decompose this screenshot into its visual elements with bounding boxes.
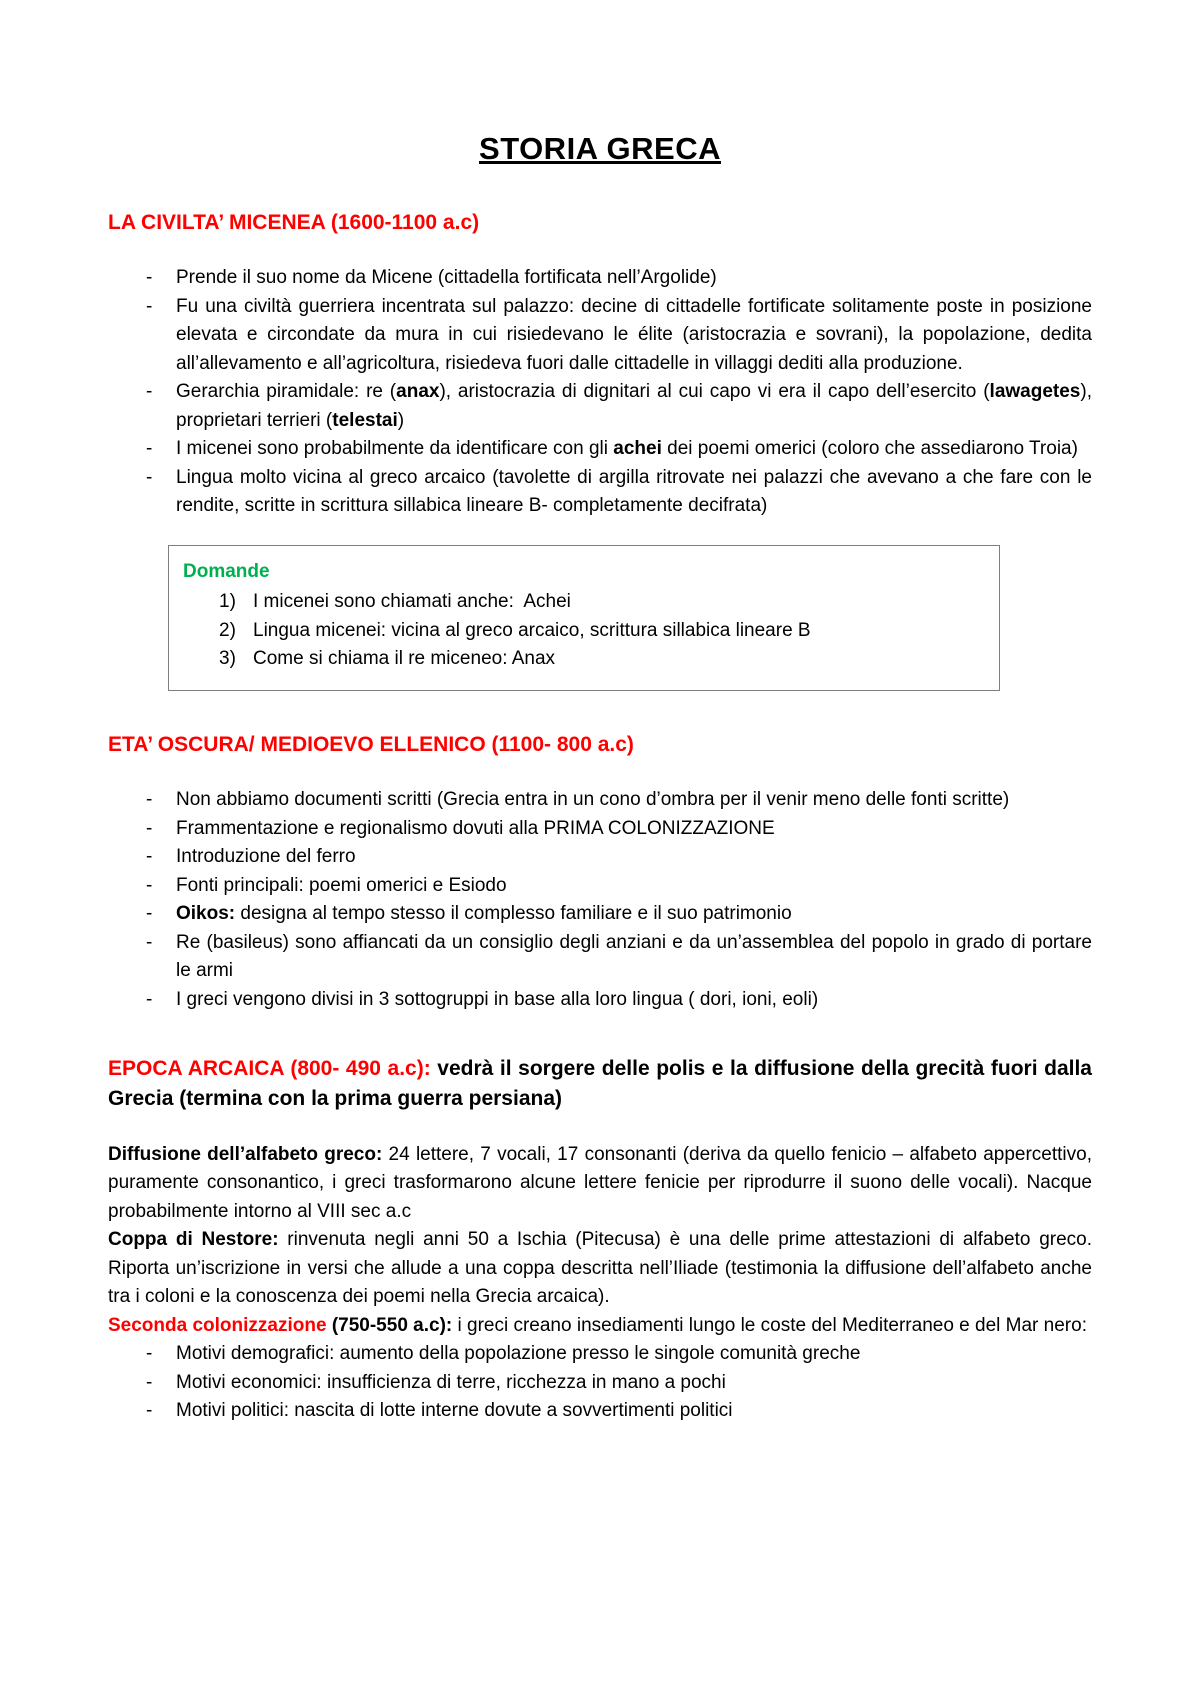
question-item: [183, 588, 979, 617]
question-number: 1): [219, 591, 236, 612]
micenea-bullet-list: [108, 264, 1092, 521]
bullet-dash: -: [146, 1400, 153, 1422]
bullet-text: Lingua molto vicina al greco arcaico (tavolette di argilla ritrovate nei palazzi che avevano a che fare con le rendite, scritte in scrittura sillabica lineare B- completamente decifrata): [176, 466, 1092, 516]
question-item: [183, 617, 979, 646]
domande-box: [168, 545, 1000, 691]
text-fragment: dei poemi omerici (coloro che assediarono Troia): [661, 438, 1078, 459]
bold-term: anax: [396, 381, 440, 402]
bold-lead: Coppa di Nestore:: [108, 1229, 279, 1251]
heading-black-text: vedrà il sorgere delle polis e la diffusione della grecità fuori dalla Grecia (termina con la prima guerra persiana): [108, 1057, 1092, 1111]
red-bold-lead: Seconda colonizzazione: [108, 1314, 327, 1336]
list-item: [108, 435, 1092, 464]
bullet-text: [176, 378, 1092, 435]
bullet-text: Re (basileus) sono affiancati da un consiglio degli anziani e da un’assemblea del popolo in grado di portare le armi: [176, 931, 1092, 981]
bullet-text: Non abbiamo documenti scritti (Grecia entra in un cono d’ombra per il venir meno delle fonti scritte): [176, 789, 1010, 810]
paragraph-seconda-colonizzazione: [108, 1312, 1092, 1341]
section-heading-micenea: LA CIVILTA’ MICENEA (1600-1100 a.c): [108, 210, 480, 234]
arcaica-paragraphs: [108, 1141, 1092, 1341]
list-item: [108, 293, 1092, 379]
text-fragment: ), proprietari terrieri (: [176, 381, 1092, 431]
bullet-dash: -: [146, 295, 153, 317]
question-number: 3): [219, 648, 236, 669]
question-text: Come si chiama il re miceneo: Anax: [253, 648, 556, 669]
bullet-dash: -: [146, 1343, 153, 1365]
question-item: [183, 645, 979, 674]
bullet-dash: -: [146, 874, 153, 896]
list-item: [108, 786, 1092, 815]
list-item: [108, 1397, 1092, 1426]
document-title: STORIA GRECA: [479, 131, 721, 166]
question-text: I micenei sono chiamati anche: Achei: [253, 591, 571, 612]
bullet-dash: -: [146, 267, 153, 288]
bullet-dash: -: [146, 1371, 153, 1393]
text-fragment: designa al tempo stesso il complesso familiare e il suo patrimonio: [235, 903, 792, 924]
domande-heading: Domande: [183, 560, 270, 582]
bullet-text: Fonti principali: poemi omerici e Esiodo: [176, 874, 507, 896]
list-item: [108, 1340, 1092, 1369]
bullet-text: Introduzione del ferro: [176, 846, 356, 867]
bullet-text: Motivi demografici: aumento della popolazione presso le singole comunità greche: [176, 1343, 861, 1365]
question-text: Lingua micenei: vicina al greco arcaico, scrittura sillabica lineare B: [253, 619, 811, 641]
section-heading-eta-oscura: ETA’ OSCURA/ MEDIOEVO ELLENICO (1100- 800 a.c): [108, 732, 634, 756]
bold-term: Oikos:: [176, 903, 236, 924]
list-item: [108, 378, 1092, 435]
bold-term: telestai: [332, 409, 398, 431]
question-number: 2): [219, 619, 236, 641]
arcaica-bullet-list: [108, 1340, 1092, 1426]
paragraph-coppa-nestore: [108, 1226, 1092, 1312]
text-fragment: ), aristocrazia di dignitari al cui capo vi era il capo dell’esercito (: [439, 381, 990, 402]
bullet-text: Fu una civiltà guerriera incentrata sul palazzo: decine di cittadelle fortificate solitamente poste in posizione elevata e circondate da mura in cui risiedevano le élite (aristocrazia e sovrani), la popolazione, dedita all’allevamento e all’agricoltura, risiedeva fuori dalle cittadelle in villaggi dediti alla produzione.: [176, 295, 1092, 374]
bullet-dash: -: [146, 931, 153, 953]
section-heading-epoca-arcaica: [108, 1054, 1092, 1115]
bullet-text: [176, 435, 1092, 464]
text-fragment: I micenei sono probabilmente da identificare con gli: [176, 438, 614, 459]
bullet-dash: -: [146, 817, 153, 839]
bullet-text: I greci vengono divisi in 3 sottogruppi in base alla loro lingua ( dori, ioni, eoli): [176, 988, 819, 1010]
paragraph-alfabeto: [108, 1141, 1092, 1227]
list-item: [108, 986, 1092, 1015]
bullet-dash: -: [146, 466, 153, 488]
bold-lead: Diffusione dell’alfabeto greco:: [108, 1143, 383, 1165]
bullet-text: Motivi economici: insufficienza di terre, ricchezza in mano a pochi: [176, 1371, 726, 1393]
list-item: [108, 929, 1092, 986]
list-item: [108, 900, 1092, 929]
bold-term: achei: [613, 438, 662, 459]
bullet-dash: -: [146, 438, 153, 459]
bold-lead: (750-550 a.c):: [326, 1314, 453, 1336]
heading-red-text: EPOCA ARCAICA (800- 490 a.c):: [108, 1057, 431, 1080]
eta-oscura-bullet-list: [108, 786, 1092, 1014]
bold-term: lawagetes: [989, 381, 1081, 402]
list-item: [108, 843, 1092, 872]
bullet-text: Prende il suo nome da Micene (cittadella fortificata nell’Argolide): [176, 267, 717, 288]
bullet-text: Frammentazione e regionalismo dovuti alla PRIMA COLONIZZAZIONE: [176, 817, 775, 839]
list-item: [108, 1369, 1092, 1398]
text-fragment: ): [397, 409, 405, 431]
text-fragment: 24 lettere, 7 vocali, 17 consonanti (deriva da quello fenicio – alfabeto appercettivo, puramente consonantico, i greci trasformarono alcune lettere fenicie per riprodurre il suono delle vocali). Nacque probabilmente intorno al VIII sec a.c: [108, 1143, 1093, 1222]
text-fragment: rinvenuta negli anni 50 a Ischia (Pitecusa) è una delle prime attestazioni di alfabeto greco. Riporta un’iscrizione in versi che allude a una coppa descritta nell’Iliade (testimonia la diffusione dell’alfabeto anche tra i coloni e la conoscenza dei poemi nella Grecia arcaica).: [108, 1229, 1093, 1308]
list-item: [108, 815, 1092, 844]
bullet-dash: -: [146, 903, 153, 924]
bullet-text: [176, 900, 1092, 929]
bullet-text: Motivi politici: nascita di lotte interne dovute a sovvertimenti politici: [176, 1400, 733, 1422]
bullet-dash: -: [146, 988, 153, 1010]
text-fragment: i greci creano insediamenti lungo le coste del Mediterraneo e del Mar nero:: [452, 1314, 1087, 1336]
text-fragment: Gerarchia piramidale: re (: [176, 381, 397, 402]
bullet-dash: -: [146, 789, 153, 810]
list-item: [108, 464, 1092, 521]
bullet-dash: -: [146, 381, 153, 402]
list-item: [108, 872, 1092, 901]
list-item: [108, 264, 1092, 293]
bullet-dash: -: [146, 846, 153, 867]
